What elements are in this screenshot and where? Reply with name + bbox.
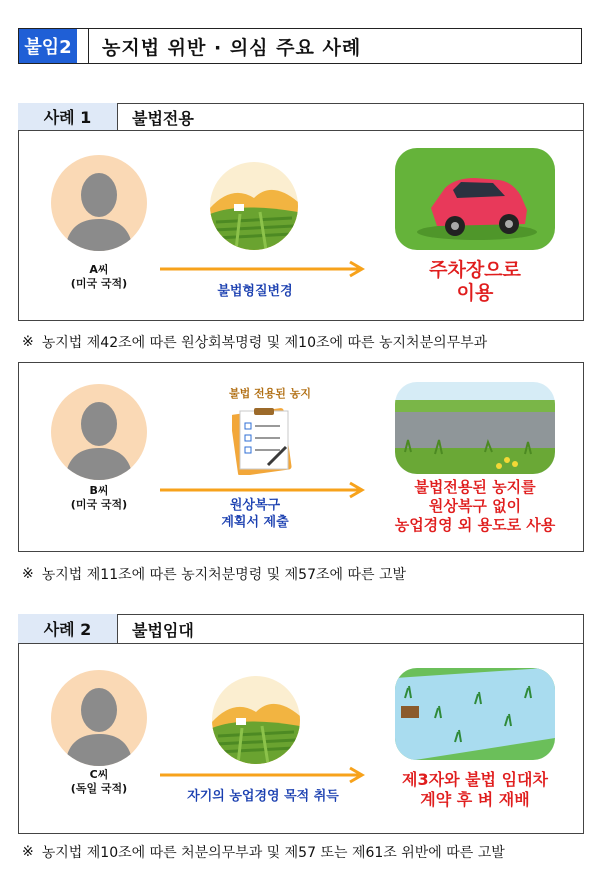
note-text: 농지법 제11조에 따른 농지처분명령 및 제57조에 따른 고발 bbox=[41, 567, 407, 583]
note-text: 농지법 제42조에 따른 원상회복명령 및 제10조에 따른 농지처분의무부과 bbox=[41, 335, 488, 351]
paved-farmland-icon bbox=[395, 382, 555, 474]
document-checklist-icon bbox=[232, 407, 296, 475]
action-label: 불법형질변경 bbox=[217, 284, 293, 299]
action-label-c: 자기의 농업경영 목적 취득 bbox=[187, 789, 339, 804]
person-avatar-b bbox=[51, 384, 147, 480]
person-nationality: (미국 국적) bbox=[70, 277, 128, 290]
page-title: 농지법 위반 · 의심 주요 사례 bbox=[102, 36, 362, 59]
action-line: 원상복구 bbox=[229, 498, 281, 513]
legal-note-c bbox=[22, 841, 505, 863]
attachment-tag: 붙임2 bbox=[19, 29, 77, 63]
case1-label: 사례 1 bbox=[18, 103, 118, 131]
header-divider bbox=[88, 29, 89, 63]
case2-header-line bbox=[118, 643, 584, 644]
result-line: 원상복구 없이 bbox=[428, 497, 522, 515]
person-label-b bbox=[49, 484, 149, 512]
person-name: B씨 bbox=[89, 484, 109, 497]
result-text-b bbox=[380, 478, 570, 535]
result-line: 농업경영 외 용도로 사용 bbox=[394, 516, 556, 534]
case2-title: 불법임대 bbox=[132, 620, 194, 640]
legal-note-b bbox=[22, 563, 406, 585]
car-parking-icon bbox=[395, 148, 555, 250]
result-line: 불법전용된 농지를 bbox=[414, 478, 536, 496]
person-label-a bbox=[49, 263, 149, 291]
arrow-right-icon bbox=[160, 766, 375, 784]
person-silhouette-icon bbox=[51, 384, 147, 480]
result-text-c bbox=[385, 770, 565, 810]
document-caption: 불법 전용된 농지 bbox=[228, 387, 312, 400]
person-avatar-c bbox=[51, 670, 147, 766]
case2-label: 사례 2 bbox=[18, 614, 118, 644]
result-text-a bbox=[390, 259, 560, 305]
result-line: 주차장으로 bbox=[429, 259, 521, 281]
result-line: 이용 bbox=[456, 282, 494, 304]
rice-paddy-icon bbox=[395, 668, 555, 760]
note-marker: ※ bbox=[22, 334, 34, 350]
person-silhouette-icon bbox=[51, 670, 147, 766]
farmland-icon bbox=[212, 676, 300, 764]
person-label-c bbox=[49, 768, 149, 796]
note-text: 농지법 제10조에 따른 처분의무부과 및 제57 또는 제61조 위반에 따른 고발 bbox=[41, 845, 505, 861]
person-nationality: (독일 국적) bbox=[70, 782, 128, 795]
action-line: 계획서 제출 bbox=[221, 515, 289, 530]
person-avatar-a bbox=[51, 155, 147, 251]
legal-note-a bbox=[22, 331, 487, 353]
person-silhouette-icon bbox=[51, 155, 147, 251]
case1-title: 불법전용 bbox=[132, 108, 194, 128]
person-name: A씨 bbox=[89, 263, 109, 276]
farmland-icon bbox=[210, 162, 298, 250]
person-name: C씨 bbox=[89, 768, 109, 781]
note-marker: ※ bbox=[22, 566, 34, 582]
person-nationality: (미국 국적) bbox=[70, 498, 128, 511]
note-marker: ※ bbox=[22, 844, 34, 860]
case1-header-line bbox=[118, 130, 584, 131]
arrow-right-icon bbox=[160, 260, 375, 278]
result-line: 계약 후 벼 재배 bbox=[420, 790, 530, 809]
result-line: 제3자와 불법 임대차 bbox=[402, 770, 548, 789]
action-label-b bbox=[200, 497, 310, 531]
